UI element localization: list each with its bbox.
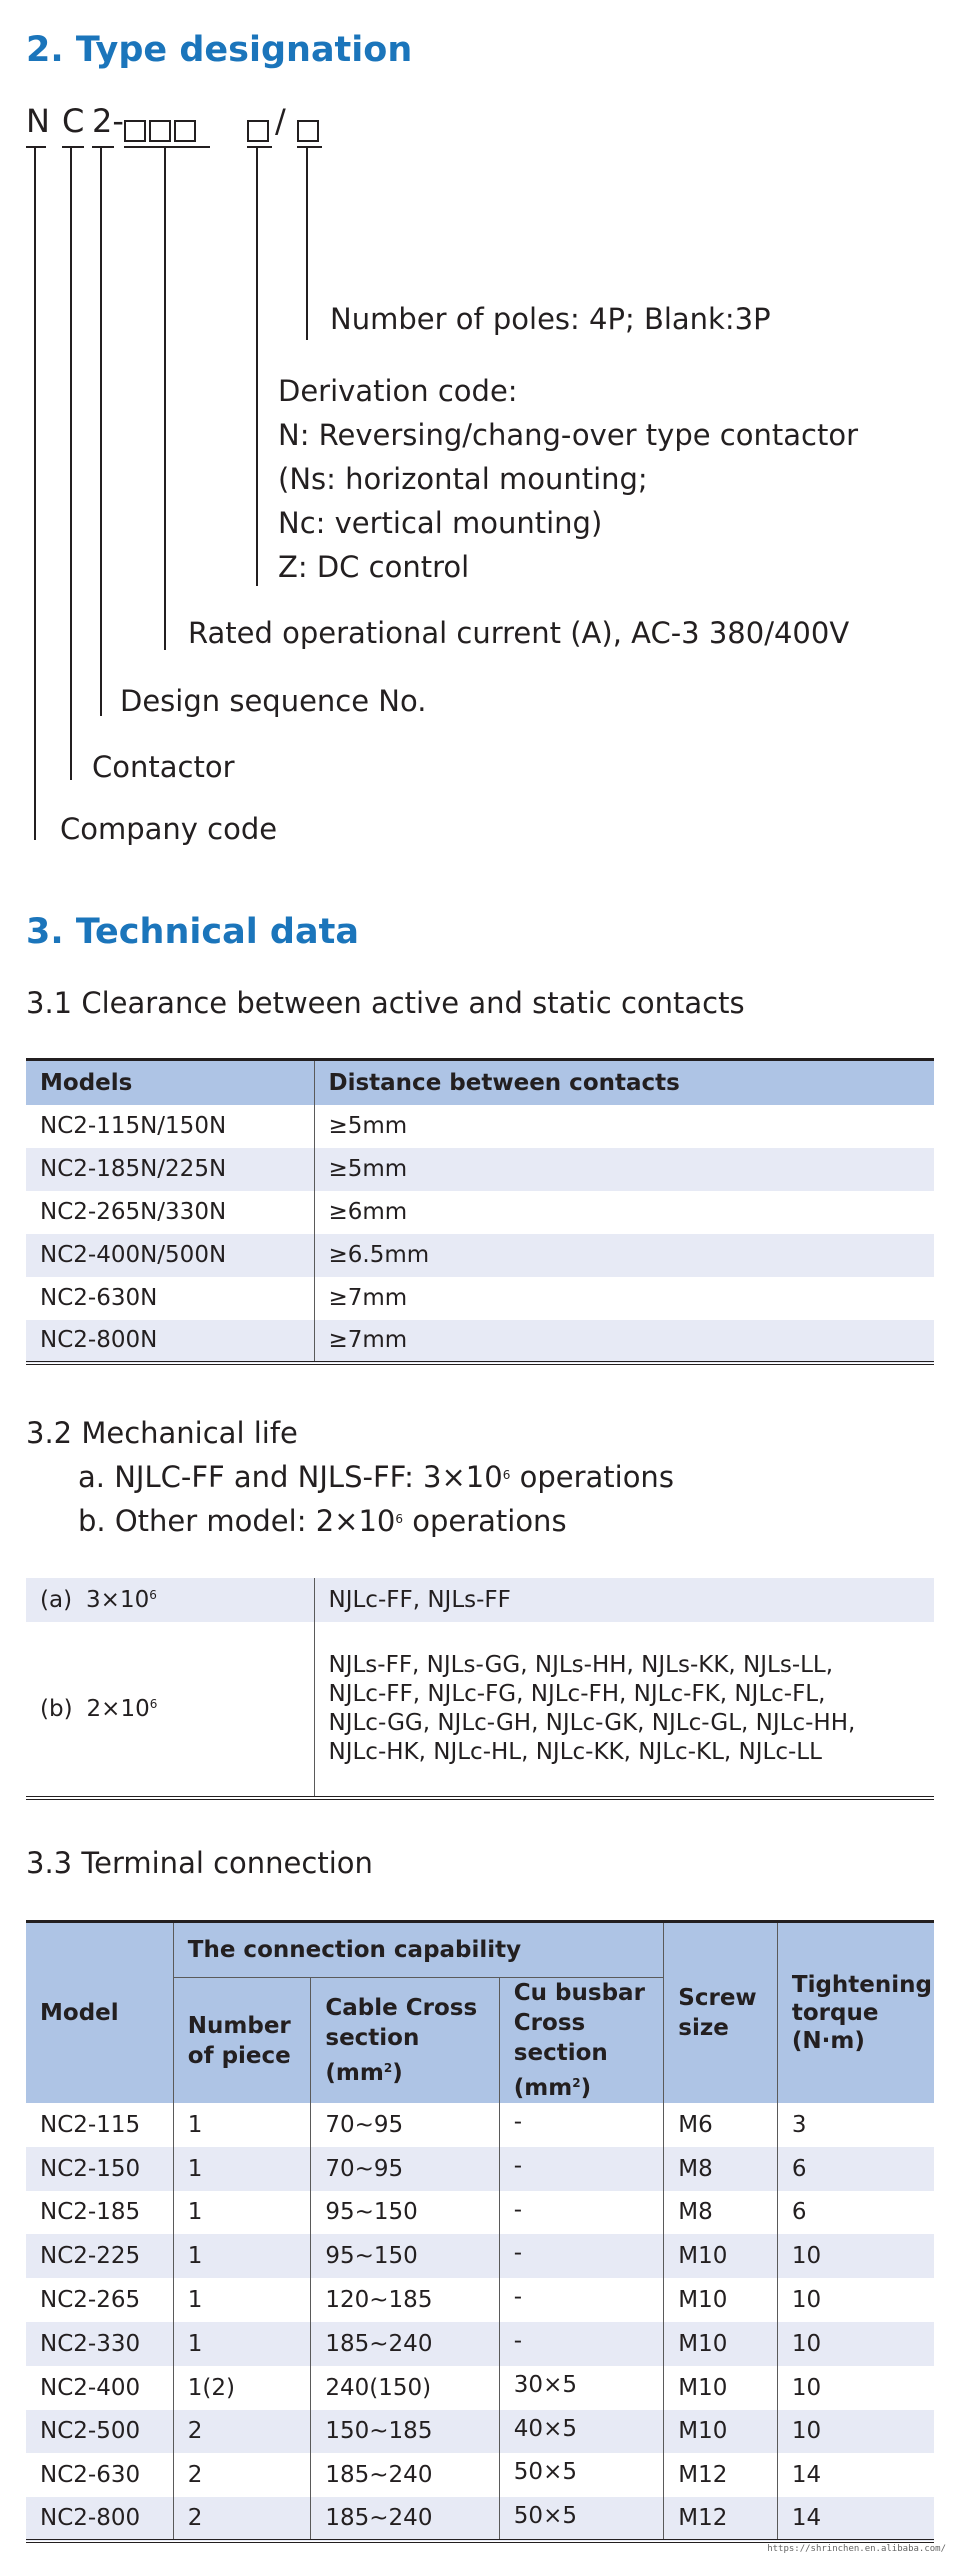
underline-boxes bbox=[124, 146, 210, 148]
terminal-cell-pieces: 2 bbox=[173, 2497, 311, 2541]
life-model-line: NJLc-FF, NJLc-FG, NJLc-FH, NJLc-FK, NJLc-FL, bbox=[328, 1681, 826, 1707]
life-model-line: NJLs-FF, NJLs-GG, NJLs-HH, NJLs-KK, NJLs-LL, bbox=[328, 1652, 834, 1678]
code-box-3 bbox=[174, 120, 196, 142]
terminal-header-torque: Tightening torque (N·m) bbox=[777, 1922, 934, 2104]
terminal-cell-screw: M10 bbox=[664, 2366, 778, 2410]
label-derivation-nc: Nc: vertical mounting) bbox=[278, 506, 603, 540]
clearance-cell-distance: ≥7mm bbox=[314, 1277, 934, 1320]
clearance-cell-distance: ≥7mm bbox=[314, 1320, 934, 1363]
watermark-url: https://shrinchen.en.alibaba.com/ bbox=[767, 2544, 946, 2554]
terminal-cell-torque: 10 bbox=[777, 2278, 934, 2322]
clearance-cell-distance: ≥6mm bbox=[314, 1191, 934, 1234]
label-derivation-title: Derivation code: bbox=[278, 374, 518, 408]
table-row bbox=[26, 1277, 934, 1320]
terminal-cell-pieces: 1 bbox=[173, 2147, 311, 2191]
busbar-header-tail: ) bbox=[580, 2075, 592, 2101]
terminal-cell-model: NC2-225 bbox=[26, 2234, 173, 2278]
cable-header-text: Cable Cross section (mm bbox=[325, 1995, 478, 2086]
mechanical-life-b-exp: 6 bbox=[395, 1512, 403, 1526]
terminal-cell-pieces: 1 bbox=[173, 2322, 311, 2366]
subsection-title-terminal-connection: 3.3 Terminal connection bbox=[26, 1846, 373, 1880]
table-row bbox=[26, 1622, 934, 1798]
terminal-cell-cable: 70~95 bbox=[311, 2103, 499, 2147]
table-row bbox=[26, 2103, 934, 2147]
table-row bbox=[26, 2497, 934, 2541]
clearance-header-models: Models bbox=[26, 1060, 314, 1105]
busbar-header-exp: 2 bbox=[572, 2076, 581, 2090]
terminal-cell-model: NC2-630 bbox=[40, 2462, 141, 2489]
terminal-cell-cable: 120~185 bbox=[311, 2278, 499, 2322]
clearance-cell-model: NC2-185N/225N bbox=[26, 1148, 314, 1191]
table-row bbox=[26, 2322, 934, 2366]
terminal-cell-busbar: - bbox=[499, 2278, 663, 2322]
underline-derivation bbox=[247, 146, 272, 148]
clearance-cell-distance: ≥6.5mm bbox=[314, 1234, 934, 1277]
mechanical-life-a-text: a. NJLC-FF and NJLS-FF: 3×10 bbox=[78, 1460, 503, 1494]
underline-2 bbox=[92, 146, 114, 148]
table-row bbox=[26, 2191, 934, 2235]
terminal-cell-busbar: 50×5 bbox=[499, 2497, 663, 2541]
terminal-cell-pieces: 1 bbox=[173, 2278, 311, 2322]
table-row bbox=[26, 1105, 934, 1148]
terminal-cell-torque: 10 bbox=[777, 2410, 934, 2454]
terminal-cell-pieces: 1 bbox=[173, 2234, 311, 2278]
terminal-cell-cable: 70~95 bbox=[311, 2147, 499, 2191]
clearance-cell-model: NC2-800N bbox=[26, 1320, 314, 1363]
code-boxes bbox=[124, 110, 199, 148]
life-model-line: NJLc-HK, NJLc-HL, NJLc-KK, NJLc-KL, NJLc-LL bbox=[328, 1739, 822, 1765]
code-box-5 bbox=[297, 120, 319, 142]
terminal-cell-pieces: 1 bbox=[173, 2191, 311, 2235]
mechanical-life-table bbox=[26, 1578, 934, 1800]
terminal-cell-model: NC2-265 bbox=[40, 2287, 141, 2314]
leader-rated-current bbox=[164, 146, 166, 650]
code-box-4 bbox=[247, 120, 269, 142]
clearance-header-distance: Distance between contacts bbox=[314, 1060, 934, 1105]
terminal-header-model: Model bbox=[26, 1922, 173, 2104]
terminal-cell-busbar: - bbox=[499, 2234, 663, 2278]
terminal-cell-busbar: - bbox=[499, 2103, 663, 2147]
label-derivation-ns: (Ns: horizontal mounting; bbox=[278, 462, 648, 496]
terminal-header-cable bbox=[311, 1978, 499, 2104]
label-rated-current: Rated operational current (A), AC-3 380/400V bbox=[188, 616, 850, 650]
code-box-poles bbox=[297, 110, 322, 148]
terminal-cell-torque: 3 bbox=[777, 2103, 934, 2147]
terminal-cell-cable: 185~240 bbox=[311, 2497, 499, 2541]
terminal-cell-model: NC2-185 bbox=[40, 2199, 141, 2226]
life-cell-models: NJLc-FF, NJLs-FF bbox=[314, 1578, 934, 1622]
label-design-seq: Design sequence No. bbox=[120, 684, 427, 718]
underline-poles bbox=[297, 146, 322, 148]
cable-header-exp: 2 bbox=[383, 2061, 393, 2075]
code-slash: / bbox=[275, 102, 286, 140]
clearance-cell-model: NC2-400N/500N bbox=[26, 1234, 314, 1277]
table-row bbox=[26, 2147, 934, 2191]
terminal-cell-torque: 14 bbox=[777, 2497, 934, 2541]
terminal-cell-screw: M10 bbox=[664, 2322, 778, 2366]
life-exp: 6 bbox=[149, 1588, 157, 1602]
terminal-cell-screw: M12 bbox=[664, 2453, 778, 2497]
label-derivation-n: N: Reversing/chang-over type contactor bbox=[278, 418, 858, 452]
life-tag: (b) bbox=[40, 1696, 73, 1722]
terminal-cell-screw: M10 bbox=[664, 2234, 778, 2278]
terminal-cell-torque: 6 bbox=[777, 2147, 934, 2191]
terminal-cell-pieces: 2 bbox=[173, 2453, 311, 2497]
terminal-cell-screw: M10 bbox=[664, 2278, 778, 2322]
terminal-cell-cable: 95~150 bbox=[311, 2191, 499, 2235]
clearance-cell-model: NC2-115N/150N bbox=[40, 1113, 227, 1139]
terminal-cell-torque: 6 bbox=[777, 2191, 934, 2235]
life-exp: 6 bbox=[149, 1697, 158, 1711]
code-two-dash: 2- bbox=[92, 102, 124, 140]
terminal-table bbox=[26, 1920, 934, 2543]
underline-n bbox=[26, 146, 46, 148]
terminal-cell-cable: 240(150) bbox=[311, 2366, 499, 2410]
table-row bbox=[26, 1320, 934, 1363]
terminal-cell-torque: 14 bbox=[777, 2453, 934, 2497]
terminal-cell-screw: M8 bbox=[664, 2147, 778, 2191]
section-title-type-designation: 2. Type designation bbox=[26, 30, 413, 70]
terminal-cell-screw: M10 bbox=[664, 2410, 778, 2454]
terminal-cell-model: NC2-330 bbox=[26, 2322, 173, 2366]
cable-header-tail: ) bbox=[392, 2060, 403, 2086]
terminal-cell-busbar: - bbox=[499, 2191, 663, 2235]
table-row bbox=[26, 2278, 934, 2322]
table-row bbox=[26, 1148, 934, 1191]
table-row bbox=[26, 2453, 934, 2497]
terminal-cell-model: NC2-400 bbox=[40, 2374, 141, 2401]
clearance-cell-model: NC2-265N/330N bbox=[40, 1199, 227, 1225]
life-value: 2×10 bbox=[86, 1696, 150, 1722]
leader-poles bbox=[306, 146, 308, 340]
terminal-cell-busbar: - bbox=[499, 2322, 663, 2366]
underline-c bbox=[62, 146, 84, 148]
section-title-technical-data: 3. Technical data bbox=[26, 912, 359, 952]
life-model-line: NJLc-GG, NJLc-GH, NJLc-GK, NJLc-GL, NJLc-HH, bbox=[328, 1710, 856, 1736]
table-row bbox=[26, 1191, 934, 1234]
life-value: 3×10 bbox=[86, 1587, 150, 1613]
leader-design-seq bbox=[100, 146, 102, 716]
terminal-cell-screw: M6 bbox=[664, 2103, 778, 2147]
terminal-header-screw: Screw size bbox=[664, 1922, 778, 2104]
table-row bbox=[26, 2410, 934, 2454]
leader-derivation bbox=[256, 146, 258, 586]
label-poles: Number of poles: 4P; Blank:3P bbox=[330, 302, 771, 336]
terminal-cell-model: NC2-150 bbox=[26, 2147, 173, 2191]
busbar-header-text: Cu busbar Cross section (mm bbox=[513, 1980, 645, 2101]
terminal-cell-torque: 10 bbox=[777, 2234, 934, 2278]
mechanical-life-line-a bbox=[78, 1460, 674, 1494]
terminal-cell-cable: 185~240 bbox=[311, 2322, 499, 2366]
clearance-table bbox=[26, 1058, 934, 1365]
mechanical-life-b-tail: operations bbox=[402, 1504, 567, 1538]
terminal-cell-model: NC2-115 bbox=[40, 2111, 141, 2138]
terminal-cell-busbar: - bbox=[499, 2147, 663, 2191]
terminal-cell-model: NC2-800 bbox=[26, 2497, 173, 2541]
life-cell-label bbox=[26, 1622, 314, 1798]
table-row bbox=[26, 2366, 934, 2410]
terminal-cell-busbar: 50×5 bbox=[499, 2453, 663, 2497]
label-company: Company code bbox=[60, 812, 278, 846]
mechanical-life-a-exp: 6 bbox=[502, 1468, 511, 1482]
mechanical-life-a-tail: operations bbox=[510, 1460, 674, 1494]
terminal-cell-torque: 10 bbox=[777, 2366, 934, 2410]
code-letter-c: C bbox=[62, 102, 85, 140]
terminal-cell-model: NC2-500 bbox=[26, 2410, 173, 2454]
leader-company bbox=[34, 146, 36, 840]
life-cell-label bbox=[26, 1578, 314, 1622]
subsection-title-mechanical-life: 3.2 Mechanical life bbox=[26, 1416, 298, 1450]
terminal-header-busbar bbox=[499, 1978, 663, 2104]
label-derivation-z: Z: DC control bbox=[278, 550, 470, 584]
life-cell-models bbox=[314, 1622, 934, 1798]
table-row bbox=[26, 2234, 934, 2278]
mechanical-life-b-text: b. Other model: 2×10 bbox=[78, 1504, 396, 1538]
code-box-1 bbox=[124, 120, 146, 142]
terminal-header-group: The connection capability bbox=[173, 1922, 664, 1978]
clearance-cell-distance: ≥5mm bbox=[314, 1148, 934, 1191]
terminal-cell-screw: M12 bbox=[664, 2497, 778, 2541]
label-contactor: Contactor bbox=[92, 750, 235, 784]
terminal-header-pieces: Number of piece bbox=[173, 1978, 311, 2104]
terminal-cell-screw: M8 bbox=[664, 2191, 778, 2235]
terminal-cell-cable: 95~150 bbox=[311, 2234, 499, 2278]
terminal-cell-busbar: 40×5 bbox=[499, 2410, 663, 2454]
terminal-cell-pieces: 2 bbox=[173, 2410, 311, 2454]
table-row bbox=[26, 1578, 934, 1622]
terminal-cell-busbar: 30×5 bbox=[499, 2366, 663, 2410]
clearance-cell-distance: ≥5mm bbox=[314, 1105, 934, 1148]
subsection-title-clearance: 3.1 Clearance between active and static contacts bbox=[26, 986, 745, 1020]
terminal-cell-cable: 150~185 bbox=[311, 2410, 499, 2454]
terminal-cell-torque: 10 bbox=[777, 2322, 934, 2366]
table-row bbox=[26, 1234, 934, 1277]
code-box-derivation bbox=[247, 110, 272, 148]
terminal-cell-cable: 185~240 bbox=[311, 2453, 499, 2497]
terminal-cell-pieces: 1(2) bbox=[173, 2366, 311, 2410]
code-box-2 bbox=[149, 120, 171, 142]
code-letter-n: N bbox=[26, 102, 50, 140]
clearance-cell-model: NC2-630N bbox=[40, 1285, 158, 1311]
leader-contactor bbox=[70, 146, 72, 780]
mechanical-life-line-b bbox=[78, 1504, 567, 1538]
life-tag: (a) bbox=[40, 1587, 73, 1613]
terminal-cell-pieces: 1 bbox=[173, 2103, 311, 2147]
